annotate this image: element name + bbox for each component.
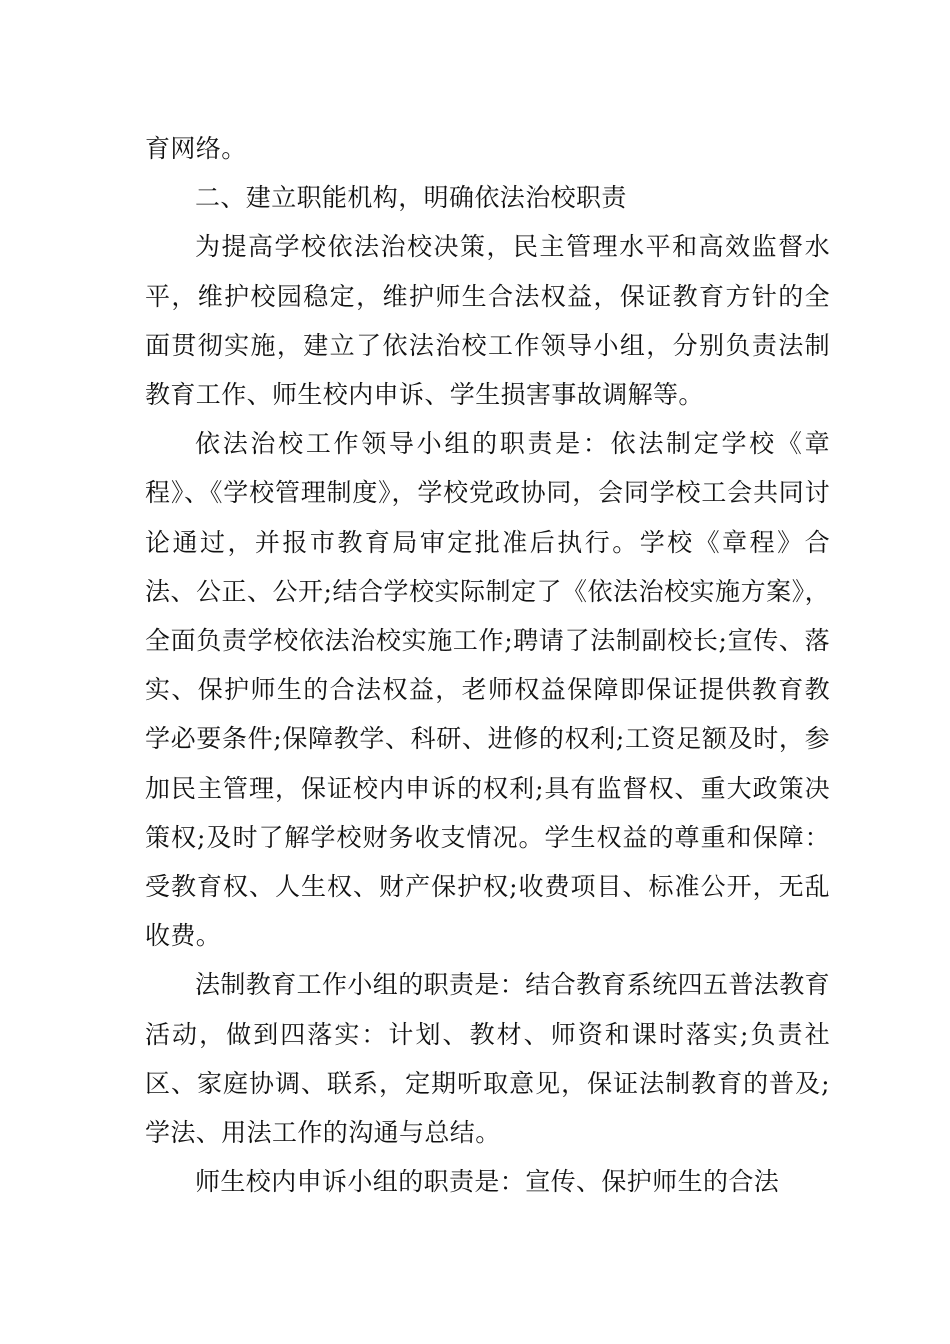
- paragraph-continuation: 育网络。: [145, 134, 247, 163]
- paragraph-legal-education-duties: 法制教育工作小组的职责是：结合教育系统四五普法教育活动，做到四落实：计划、教材、师资和课时落实;负责社区、家庭协调、联系，定期听取意见，保证法制教育的普及;学法、用法工作的沟通与总结。: [145, 970, 831, 1148]
- paragraph-purpose: 为提高学校依法治校决策，民主管理水平和高效监督水平，维护校园稳定，维护师生合法权益，保证教育方针的全面贯彻实施，建立了依法治校工作领导小组，分别负责法制教育工作、师生校内申诉、学生损害事故调解等。: [145, 232, 830, 410]
- paragraph-leadership-duties: 依法治校工作领导小组的职责是：依法制定学校《章程》、《学校管理制度》，学校党政协同，会同学校工会共同讨论通过，并报市教育局审定批准后执行。学校《章程》合法、公正、公开;结合学校实际制定了《依法治校实施方案》，全面负责学校依法治校实施工作;聘请了法制副校长;宣传、落实、保护师生的合法权益，老师权益保障即保证提供教育教学必要条件;保障教学、科研、进修的权利;工资足额及时，参加民主管理，保证校内申诉的权利;具有监督权、重大政策决策权;及时了解学校财务收支情况。学生权益的尊重和保障：受教育权、人生权、财产保护权;收费项目、标准公开，无乱收费。: [145, 429, 830, 951]
- section-heading: 二、建立职能机构，明确依法治校职责: [195, 183, 627, 213]
- document-page: [145, 124, 830, 1206]
- paragraph-appeal-duties: 师生校内申诉小组的职责是：宣传、保护师生的合法: [195, 1167, 780, 1197]
